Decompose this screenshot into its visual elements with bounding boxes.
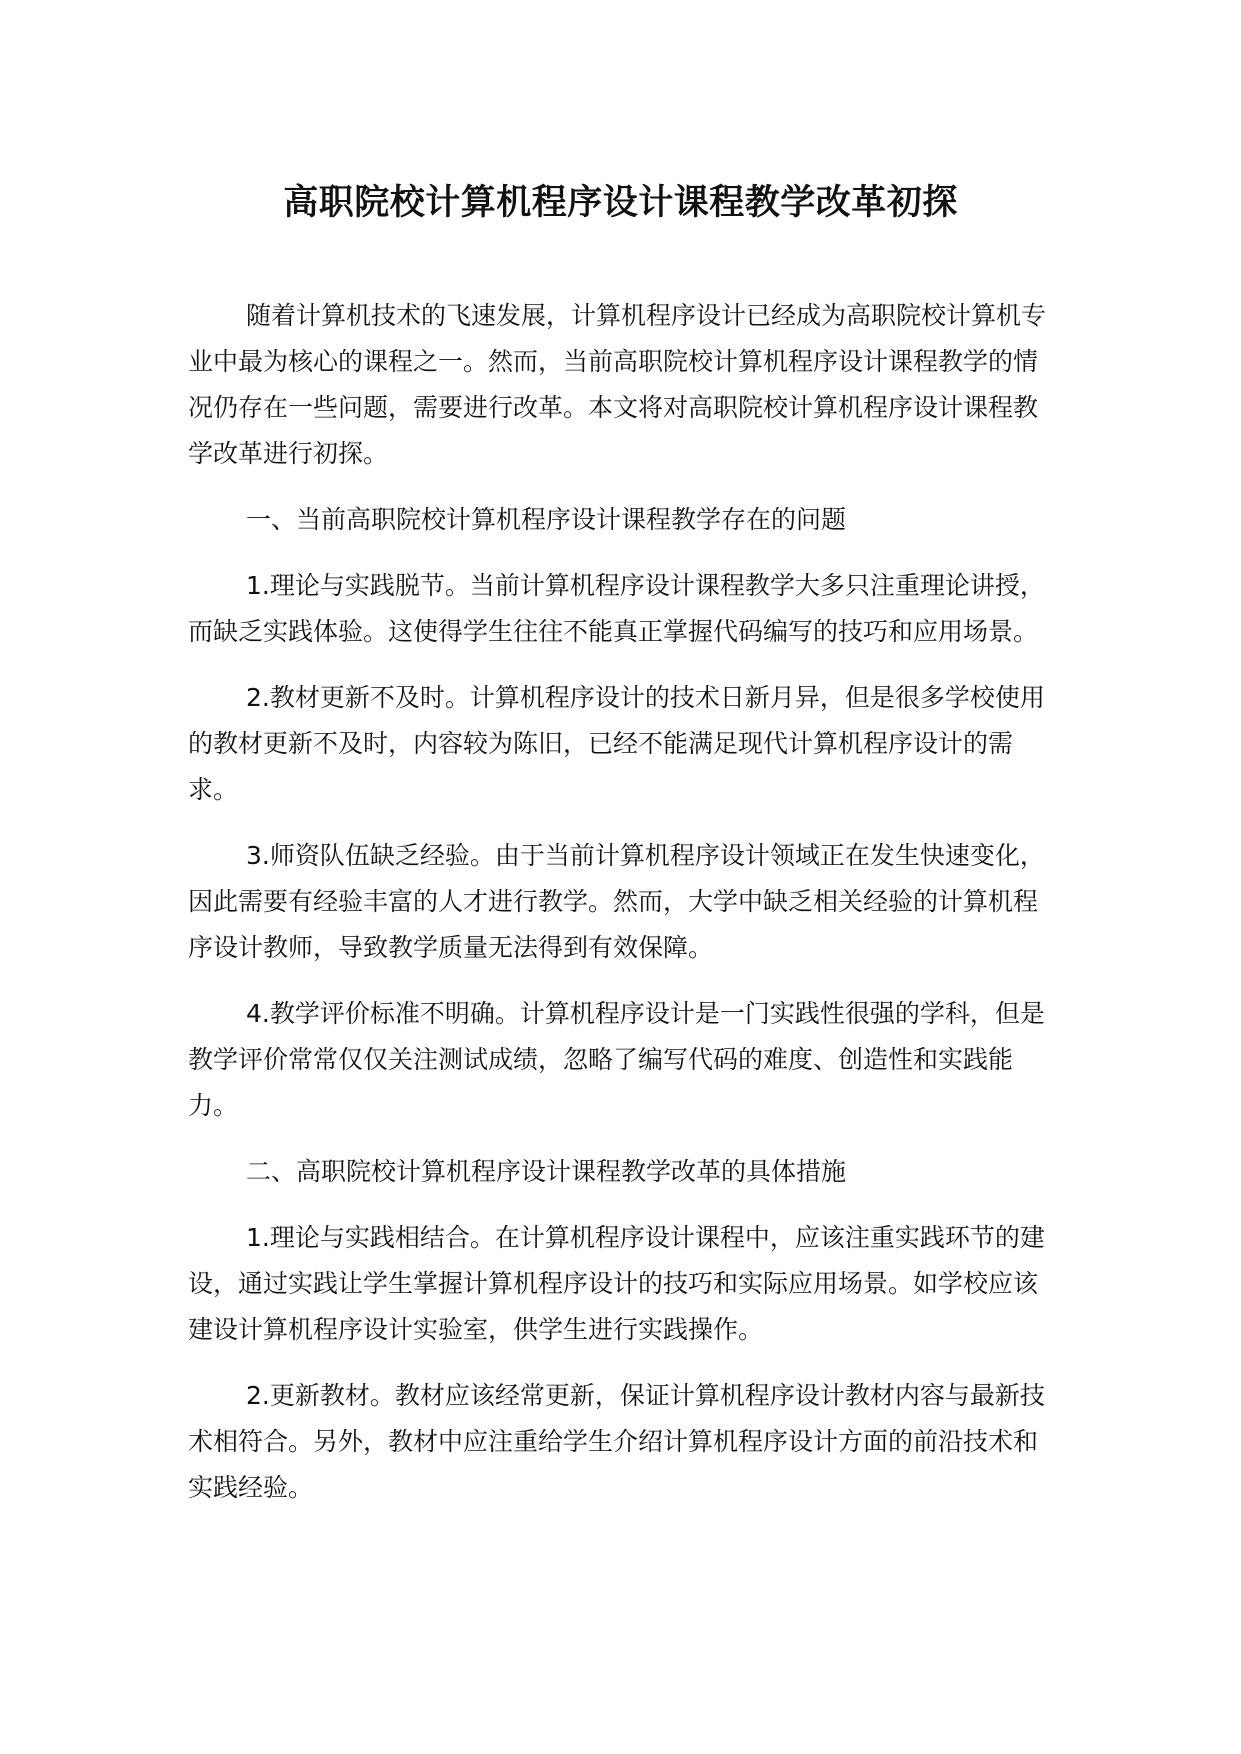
document-title: 高职院校计算机程序设计课程教学改革初探: [283, 183, 958, 223]
measure-paragraph-2: 2.更新教材。教材应该经常更新，保证计算机程序设计教材内容与最新技术相符合。另外，教材中应注重给学生介绍计算机程序设计方面的前沿技术和实践经验。: [188, 1381, 1045, 1502]
section-heading-measures: 二、高职院校计算机程序设计课程教学改革的具体措施: [246, 1157, 847, 1186]
problem-paragraph-3: 3.师资队伍缺乏经验。由于当前计算机程序设计领域正在发生快速变化，因此需要有经验丰富的人才进行教学。然而，大学中缺乏相关经验的计算机程序设计教师，导致教学质量无法得到有效保障。: [188, 841, 1045, 962]
document-body: [188, 293, 1048, 1531]
measure-paragraph-1: 1.理论与实践相结合。在计算机程序设计课程中，应该注重实践环节的建设，通过实践让学生掌握计算机程序设计的技巧和实际应用场景。如学校应该建设计算机程序设计实验室，供学生进行实践操作。: [188, 1223, 1045, 1344]
section-heading-problems: 一、当前高职院校计算机程序设计课程教学存在的问题: [246, 505, 847, 534]
problem-paragraph-2: 2.教材更新不及时。计算机程序设计的技术日新月异，但是很多学校使用的教材更新不及时，内容较为陈旧，已经不能满足现代计算机程序设计的需求。: [188, 683, 1045, 804]
problem-paragraph-1: 1.理论与实践脱节。当前计算机程序设计课程教学大多只注重理论讲授，而缺乏实践体验。这使得学生往往不能真正掌握代码编写的技巧和应用场景。: [188, 571, 1045, 646]
intro-paragraph: 随着计算机技术的飞速发展，计算机程序设计已经成为高职院校计算机专业中最为核心的课程之一。然而，当前高职院校计算机程序设计课程教学的情况仍存在一些问题，需要进行改革。本文将对高职院校计算机程序设计课程教学改革进行初探。: [188, 301, 1047, 468]
problem-paragraph-4: 4.教学评价标准不明确。计算机程序设计是一门实践性很强的学科，但是教学评价常常仅仅关注测试成绩，忽略了编写代码的难度、创造性和实践能力。: [188, 999, 1045, 1120]
